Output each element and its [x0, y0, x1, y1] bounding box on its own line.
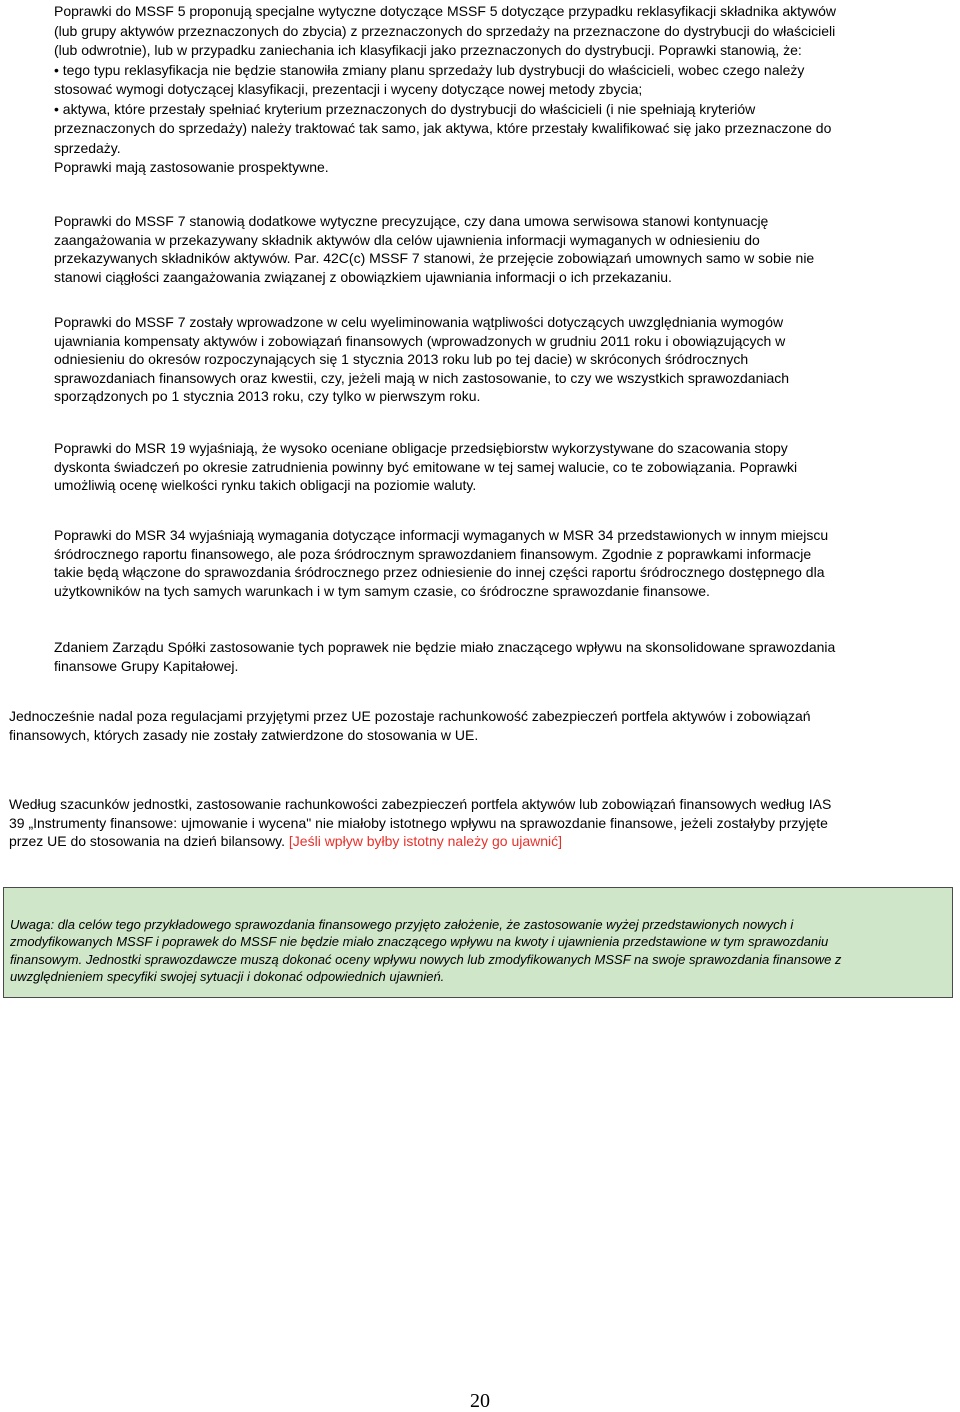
text-line: sporządzonych po 1 stycznia 2013 roku, czy tylko w pierwszym roku.: [54, 388, 481, 405]
text-line: ujawniania kompensaty aktywów i zobowiązań finansowych (wprowadzonych w grudniu 2011 roku i obowiązujących w: [54, 332, 786, 349]
text-line: Poprawki do MSSF 5 proponują specjalne wytyczne dotyczące MSSF 5 dotyczące przypadku reklasyfikacji składnika aktywów: [54, 3, 837, 19]
text-line: Zdaniem Zarządu Spółki zastosowanie tych poprawek nie będzie miało znaczącego wpływu na skonsolidowane sprawozdania: [54, 639, 836, 655]
paragraph-mssf5: [54, 2, 951, 178]
note-box: [3, 887, 953, 998]
bullet-item-line: • aktywa, które przestały spełniać kryterium przeznaczonych do dystrybucji do właścicieli (i nie spełniają kryteriów: [54, 100, 951, 120]
text-line: finansowe Grupy Kapitałowej.: [54, 657, 239, 674]
red-editorial-note: [Jeśli wpływ byłby istotny należy go ujawnić]: [288, 833, 563, 850]
paragraph-eu-hedge-accounting: [9, 707, 951, 744]
text-line: finansowych, których zasady nie zostały zatwierdzone do stosowania w UE.: [9, 726, 479, 743]
paragraph-msr34: [54, 526, 951, 600]
text-line: [9, 832, 951, 851]
text-line: Poprawki do MSR 34 wyjaśniają wymagania dotyczące informacji wymaganych w MSR 34 przedstawionych w innym miejscu: [54, 527, 829, 543]
text-line: przekazywanych składników aktywów. Par. 42C(c) MSSF 7 stanowi, że przejęcie zobowiązań umownych samo w sobie nie: [54, 250, 815, 267]
paragraph-mssf7-offsetting: [54, 313, 951, 406]
text-line: użytkowników na tych samych warunkach i w tym samym czasie, co śródroczne sprawozdanie finansowe.: [54, 582, 710, 599]
text-line: Poprawki do MSR 19 wyjaśniają, że wysoko oceniane obligacje przedsiębiorstw wykorzystywane do szacowania stopy: [54, 440, 788, 456]
note-line: finansowym. Jednostki sprawozdawcze muszą dokonać oceny wpływu nowych lub zmodyfikowanych MSSF na swoje sprawozdania finansowe z: [10, 951, 842, 967]
text-line: stanowi ciągłości zaangażowania związanej z obowiązkiem ujawniania informacji o ich przekazaniu.: [54, 268, 672, 285]
bullet-item-line: sprzedaży.: [54, 139, 121, 156]
note-line: uwzględnieniem specyfiki swojej sytuacji i dokonać odpowiednich ujawnień.: [10, 968, 445, 984]
paragraph-mssf7-servicing: [54, 212, 951, 286]
note-line: zmodyfikowanych MSSF i poprawek do MSSF nie będzie miało znaczącego wpływu na kwoty i ujawnienia przedstawione w tym sprawozdaniu: [10, 934, 829, 950]
text-line: 39 „Instrumenty finansowe: ujmowanie i wycena" nie miałoby istotnego wpływu na sprawozdanie finansowe, jeżeli zostałyby przyjęte: [9, 814, 828, 831]
text-line: (lub grupy aktywów przeznaczonych do zbycia) z przeznaczonych do sprzedaży na przeznaczone do dystrybucji do właścicieli: [54, 22, 836, 39]
text-line: sprawozdaniach finansowych oraz kwestii, czy, jeżeli mają w nich zastosowanie, to czy we wszystkich sprawozdaniach: [54, 369, 790, 386]
text-line: Jednocześnie nadal poza regulacjami przyjętymi przez UE pozostaje rachunkowość zabezpieczeń portfela aktywów i zobowiązań: [9, 708, 811, 724]
note-line: Uwaga: dla celów tego przykładowego sprawozdania finansowego przyjęto założenie, że zastosowanie wyżej przedstawionych nowych i: [10, 917, 794, 932]
text-segment: przez UE do stosowania na dzień bilansowy.: [9, 833, 286, 850]
text-line: umożliwią ocenę wielkości rynku takich obligacji na poziomie waluty.: [54, 477, 477, 494]
page-number: 20: [470, 1390, 490, 1412]
text-line: Poprawki do MSSF 7 zostały wprowadzone w celu wyeliminowania wątpliwości dotyczących uwzględniania wymogów: [54, 314, 784, 330]
bullet-item-line: stosować wymogi dotyczącej klasyfikacji, prezentacji i wyceny dotyczące nowej metody zbycia;: [54, 81, 643, 97]
text-line: odniesieniu do okresów rozpoczynających się 1 stycznia 2013 roku lub po tej dacie) w skróconych śródrocznych: [54, 351, 749, 368]
bullet-item-line: przeznaczonych do sprzedaży) należy traktować tak samo, jak aktywa, które przestały kwalifikować się jako przeznaczone do: [54, 120, 832, 136]
text-line: Poprawki mają zastosowanie prospektywne.: [54, 159, 329, 175]
text-line: zaangażowania w przekazywany składnik aktywów dla celów ujawnienia informacji wymaganych w odniesieniu do: [54, 231, 760, 248]
text-line: (lub odwrotnie), lub w przypadku zaniechania ich klasyfikacji jako przeznaczonych do dystrybucji. Poprawki stanowią, że:: [54, 42, 802, 58]
paragraph-management-opinion: [54, 638, 951, 675]
paragraph-msr19: [54, 439, 951, 495]
paragraph-ias39: [9, 795, 951, 851]
text-line: dyskonta świadczeń po okresie zatrudnienia powinny być emitowane w tej samej walucie, co te zobowiązania. Poprawki: [54, 458, 798, 475]
text-line: takie będą włączone do sprawozdania śródrocznego przez odniesienie do innej części raportu śródrocznego dostępnego dla: [54, 564, 825, 581]
text-line: śródrocznego raportu finansowego, ale poza śródrocznym sprawozdaniem finansowym. Zgodnie z poprawkami informacje: [54, 545, 812, 562]
text-line: Według szacunków jednostki, zastosowanie rachunkowości zabezpieczeń portfela aktywów lub zobowiązań finansowych według IAS: [9, 796, 832, 812]
bullet-item-line: • tego typu reklasyfikacja nie będzie stanowiła zmiany planu sprzedaży lub dystrybucji do właścicieli, wobec czego należy: [54, 61, 951, 81]
text-line: Poprawki do MSSF 7 stanowią dodatkowe wytyczne precyzujące, czy dana umowa serwisowa stanowi kontynuację: [54, 213, 769, 229]
